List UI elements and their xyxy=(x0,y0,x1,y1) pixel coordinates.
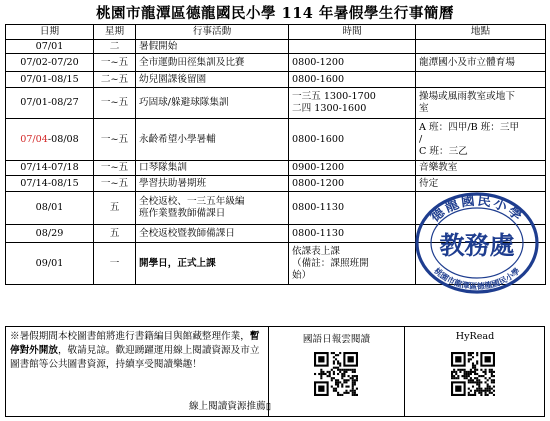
date-text: -08/08 xyxy=(47,133,79,145)
place-line: A 班：四甲/B 班：三甲 xyxy=(419,121,520,133)
time-line: 0800-1200 xyxy=(292,56,345,68)
activity-line: 永齡希望小學暑輔 xyxy=(139,133,216,145)
box-icon: ▯ xyxy=(265,401,271,412)
date-text: 09/01 xyxy=(35,257,64,269)
notice-signature-text: 線上閱讀資源推薦 xyxy=(188,401,266,412)
activity-line: 班作業暨教師備課日 xyxy=(139,208,226,219)
time-cell xyxy=(289,192,416,225)
place-cell xyxy=(416,119,546,161)
weekday-cell: 一~五 xyxy=(94,119,136,161)
place-line: / xyxy=(419,133,423,145)
notice-signature xyxy=(156,398,271,412)
header-time: 時間 xyxy=(289,25,416,40)
time-cell xyxy=(289,225,416,243)
table-row xyxy=(6,72,546,88)
date-cell xyxy=(6,243,94,285)
place-line: 操場或風雨教室或地下 xyxy=(419,91,515,102)
time-line: 0800-1200 xyxy=(292,177,345,189)
activity-cell xyxy=(136,243,289,285)
activity-line: 開學日，正式上課 xyxy=(139,257,216,269)
date-start-highlight: 07/04 xyxy=(20,133,48,145)
qr1-label: 國語日報雲閱讀 xyxy=(302,334,371,345)
date-text: 07/14-07/18 xyxy=(20,162,79,173)
weekday-cell: 二~五 xyxy=(94,72,136,88)
place-cell xyxy=(416,88,546,119)
activity-cell xyxy=(136,176,289,192)
place-line: 待定 xyxy=(419,177,439,189)
seal-top-text: 德龍國民小學 xyxy=(427,192,527,226)
date-cell xyxy=(6,54,94,72)
time-line: 始） xyxy=(292,269,312,281)
date-cell xyxy=(6,225,94,243)
date-cell xyxy=(6,40,94,54)
time-line: 0900-1200 xyxy=(292,162,345,173)
date-cell xyxy=(6,88,94,119)
activity-cell xyxy=(136,225,289,243)
time-cell xyxy=(289,176,416,192)
time-line: 0800-1130 xyxy=(292,227,345,239)
place-cell xyxy=(416,72,546,88)
qr2-label: HyRead xyxy=(455,331,495,342)
weekday-cell: 五 xyxy=(94,192,136,225)
svg-text:德龍國民小學 xyxy=(427,192,528,226)
library-notice-text xyxy=(10,330,262,372)
place-cell xyxy=(416,161,546,176)
notice-text-part1: ※暑假期間本校圖書館將進行書籍編目與館藏整理作業， xyxy=(10,331,250,342)
time-line: 依課表上課 xyxy=(292,245,340,257)
activity-line: 全市運動田徑集訓及比賽 xyxy=(139,56,245,68)
date-cell xyxy=(6,161,94,176)
date-text: 07/14-08/15 xyxy=(20,177,79,189)
activity-cell xyxy=(136,40,289,54)
date-text: 07/01-08/27 xyxy=(20,97,79,108)
activity-cell xyxy=(136,72,289,88)
header-place: 地點 xyxy=(416,25,546,40)
library-notice-box xyxy=(5,326,545,417)
table-row xyxy=(6,119,546,161)
date-text: 08/01 xyxy=(35,202,64,213)
time-line: 0800-1600 xyxy=(292,133,345,145)
place-line: C 班：三乙 xyxy=(419,145,468,157)
table-row xyxy=(6,54,546,72)
place-cell xyxy=(416,40,546,54)
qr-code-icon[interactable] xyxy=(451,352,495,396)
activity-line: 全校返校、一三五年級編 xyxy=(139,196,245,207)
weekday-cell: 一 xyxy=(94,243,136,285)
seal-bottom-text: 桃園市龍潭區德龍國民小學 xyxy=(432,266,522,292)
table-row xyxy=(6,161,546,176)
header-date: 日期 xyxy=(6,25,94,40)
place-line: 室 xyxy=(419,103,429,114)
time-line: 0800-1600 xyxy=(292,73,345,85)
time-line: （備註：課照班開 xyxy=(292,257,369,269)
weekday-cell: 一~五 xyxy=(94,54,136,72)
weekday-cell: 五 xyxy=(94,225,136,243)
date-cell xyxy=(6,72,94,88)
activity-cell xyxy=(136,54,289,72)
time-line: 二四 1300-1600 xyxy=(292,103,367,114)
weekday-cell: 一~五 xyxy=(94,161,136,176)
time-line: 0800-1130 xyxy=(292,202,345,213)
place-cell xyxy=(416,176,546,192)
time-cell xyxy=(289,161,416,176)
weekday-cell: 一~五 xyxy=(94,176,136,192)
place-line: 音樂教室 xyxy=(419,162,458,173)
place-cell xyxy=(416,54,546,72)
time-cell xyxy=(289,88,416,119)
activity-line: 全校返校暨教師備課日 xyxy=(139,227,235,239)
notice-text-part2: ，敬請見諒。歡迎踴躍運用線上閱讀資源及市立圖書館等公共圖書資源，持續享受閱讀樂趣！ xyxy=(10,345,260,370)
seal-center-text: 教務處 xyxy=(439,231,515,260)
table-row xyxy=(6,40,546,54)
header-weekday: 星期 xyxy=(94,25,136,40)
activity-line: 巧固球/躲避球隊集訓 xyxy=(139,97,229,108)
date-text: 07/02-07/20 xyxy=(20,56,79,68)
table-row xyxy=(6,88,546,119)
table-row xyxy=(6,176,546,192)
time-cell xyxy=(289,243,416,285)
date-text: 08/29 xyxy=(35,227,64,239)
activity-cell xyxy=(136,161,289,176)
page-title: 桃園市龍潭區德龍國民小學 114 年暑假學生行事簡曆 xyxy=(96,5,454,22)
notice-highlight: 暫停對外開放 xyxy=(10,331,260,356)
activity-line: 口琴隊集訓 xyxy=(139,162,187,173)
qr-code-icon[interactable] xyxy=(314,352,358,396)
activity-cell xyxy=(136,119,289,161)
header-activity: 行事活動 xyxy=(136,25,289,40)
school-seal-stamp xyxy=(414,191,540,296)
time-cell xyxy=(289,54,416,72)
time-cell xyxy=(289,119,416,161)
activity-cell xyxy=(136,88,289,119)
activity-line: 幼兒園課後留園 xyxy=(139,73,207,85)
date-text: 07/01 xyxy=(35,40,64,52)
time-cell xyxy=(289,40,416,54)
table-header-row xyxy=(6,25,546,40)
activity-cell xyxy=(136,192,289,225)
date-cell xyxy=(6,192,94,225)
activity-line: 暑假開始 xyxy=(139,40,178,52)
place-line: 龍潭國小及市立體育場 xyxy=(419,56,515,68)
time-line: 一三五 1300-1700 xyxy=(292,91,376,102)
weekday-cell: 一~五 xyxy=(94,88,136,119)
weekday-cell: 二 xyxy=(94,40,136,54)
date-cell xyxy=(6,176,94,192)
date-text: 07/01-08/15 xyxy=(20,73,79,85)
date-cell xyxy=(6,119,94,161)
activity-line: 學習扶助暑期班 xyxy=(139,177,207,189)
time-cell xyxy=(289,72,416,88)
